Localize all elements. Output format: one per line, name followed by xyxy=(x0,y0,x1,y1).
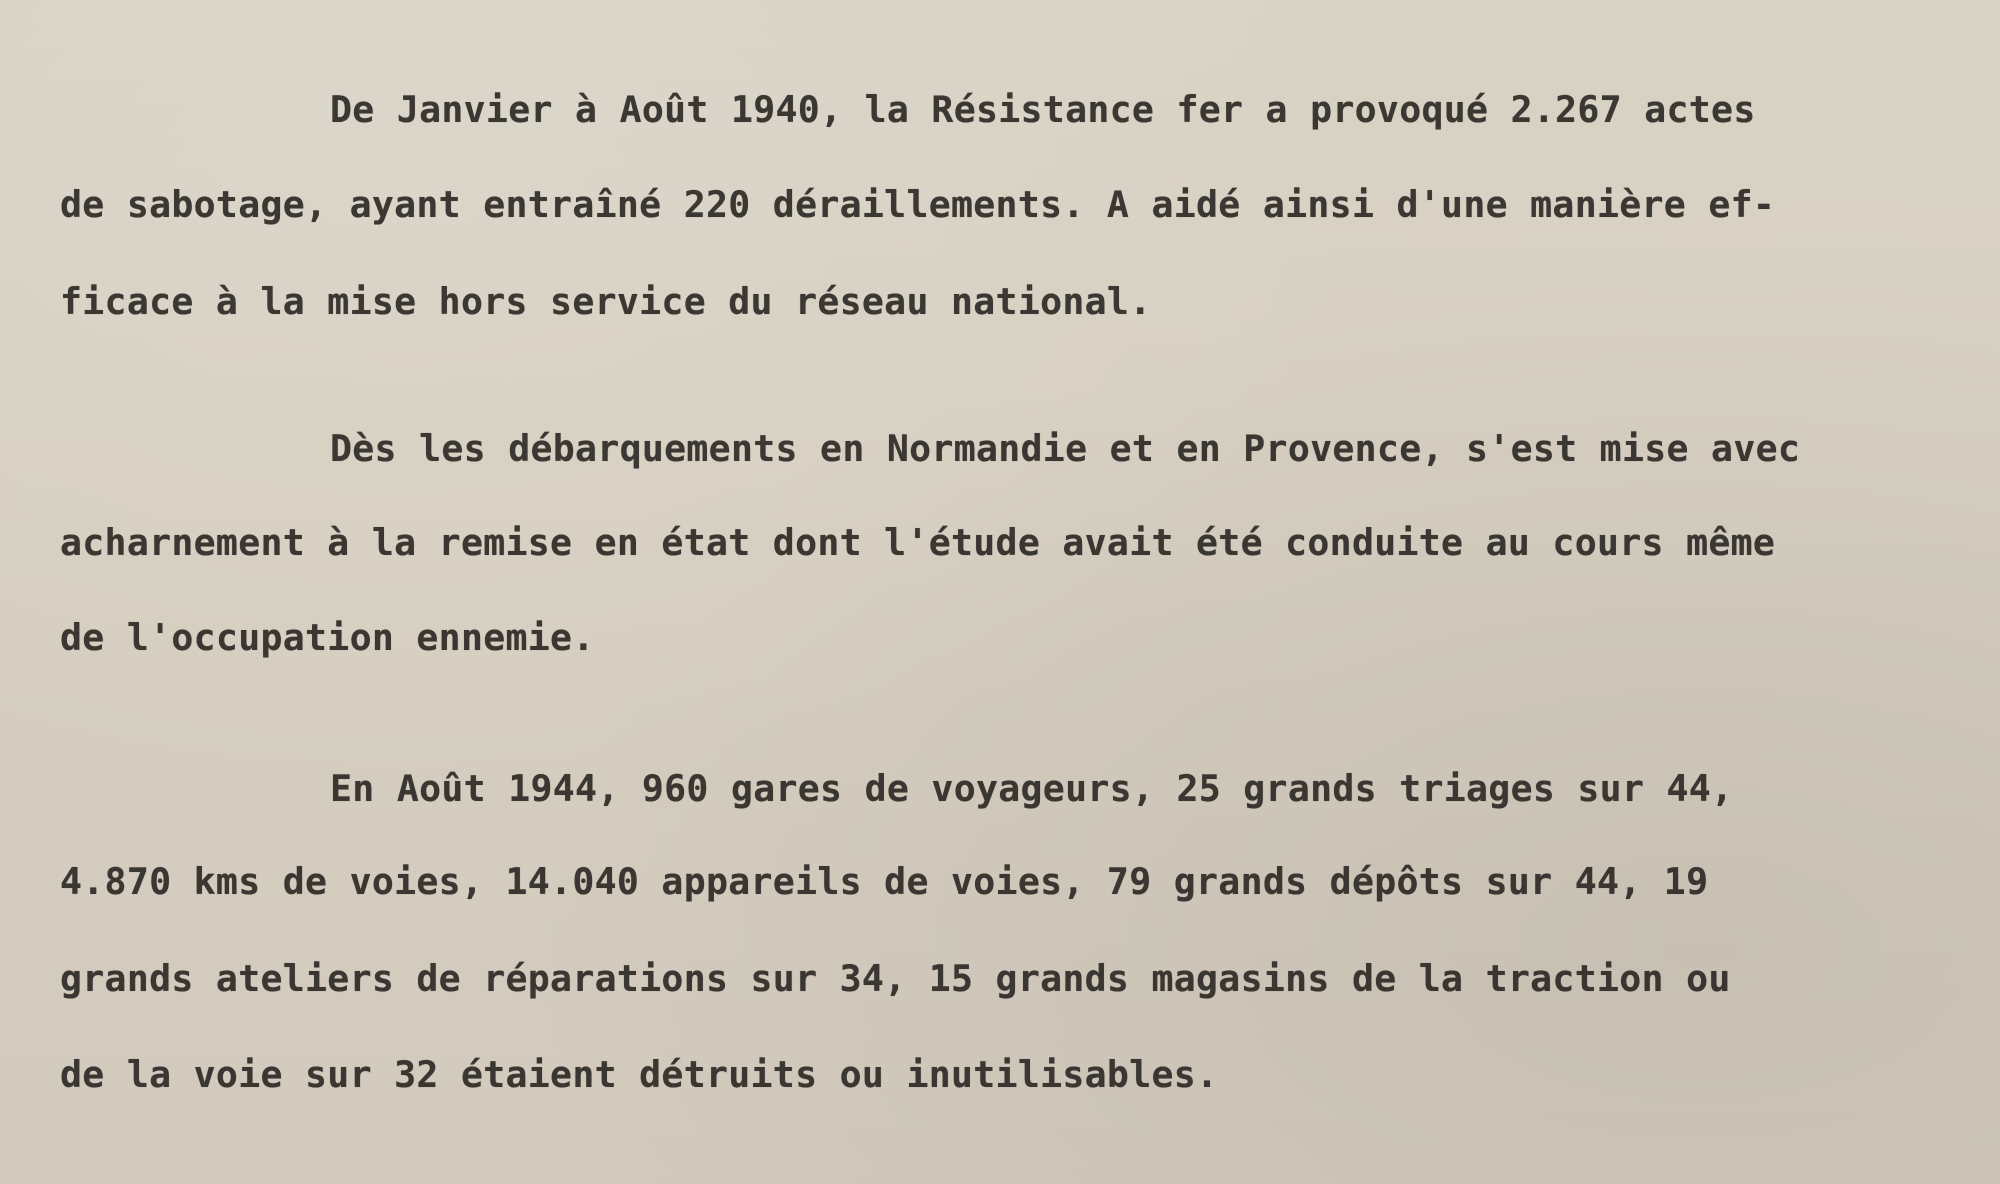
paragraph-1-line-1: De Janvier à Août 1940, la Résistance fer a provoqué 2.267 actes xyxy=(330,88,1756,131)
paragraph-3-line-4: de la voie sur 32 étaient détruits ou inutilisables. xyxy=(60,1053,1219,1096)
paragraph-1-line-2: de sabotage, ayant entraîné 220 déraillements. A aidé ainsi d'une manière ef- xyxy=(60,183,1776,226)
paragraph-2-line-3: de l'occupation ennemie. xyxy=(60,616,595,659)
paragraph-3-line-2: 4.870 kms de voies, 14.040 appareils de voies, 79 grands dépôts sur 44, 19 xyxy=(60,860,1709,903)
paragraph-3-line-3: grands ateliers de réparations sur 34, 15 grands magasins de la traction ou xyxy=(60,957,1731,1000)
paragraph-1-line-3: ficace à la mise hors service du réseau national. xyxy=(60,280,1152,323)
paragraph-3-line-1: En Août 1944, 960 gares de voyageurs, 25 grands triages sur 44, xyxy=(330,767,1734,810)
paragraph-2-line-1: Dès les débarquements en Normandie et en Provence, s'est mise avec xyxy=(330,427,1801,470)
paragraph-2-line-2: acharnement à la remise en état dont l'étude avait été conduite au cours même xyxy=(60,521,1776,564)
